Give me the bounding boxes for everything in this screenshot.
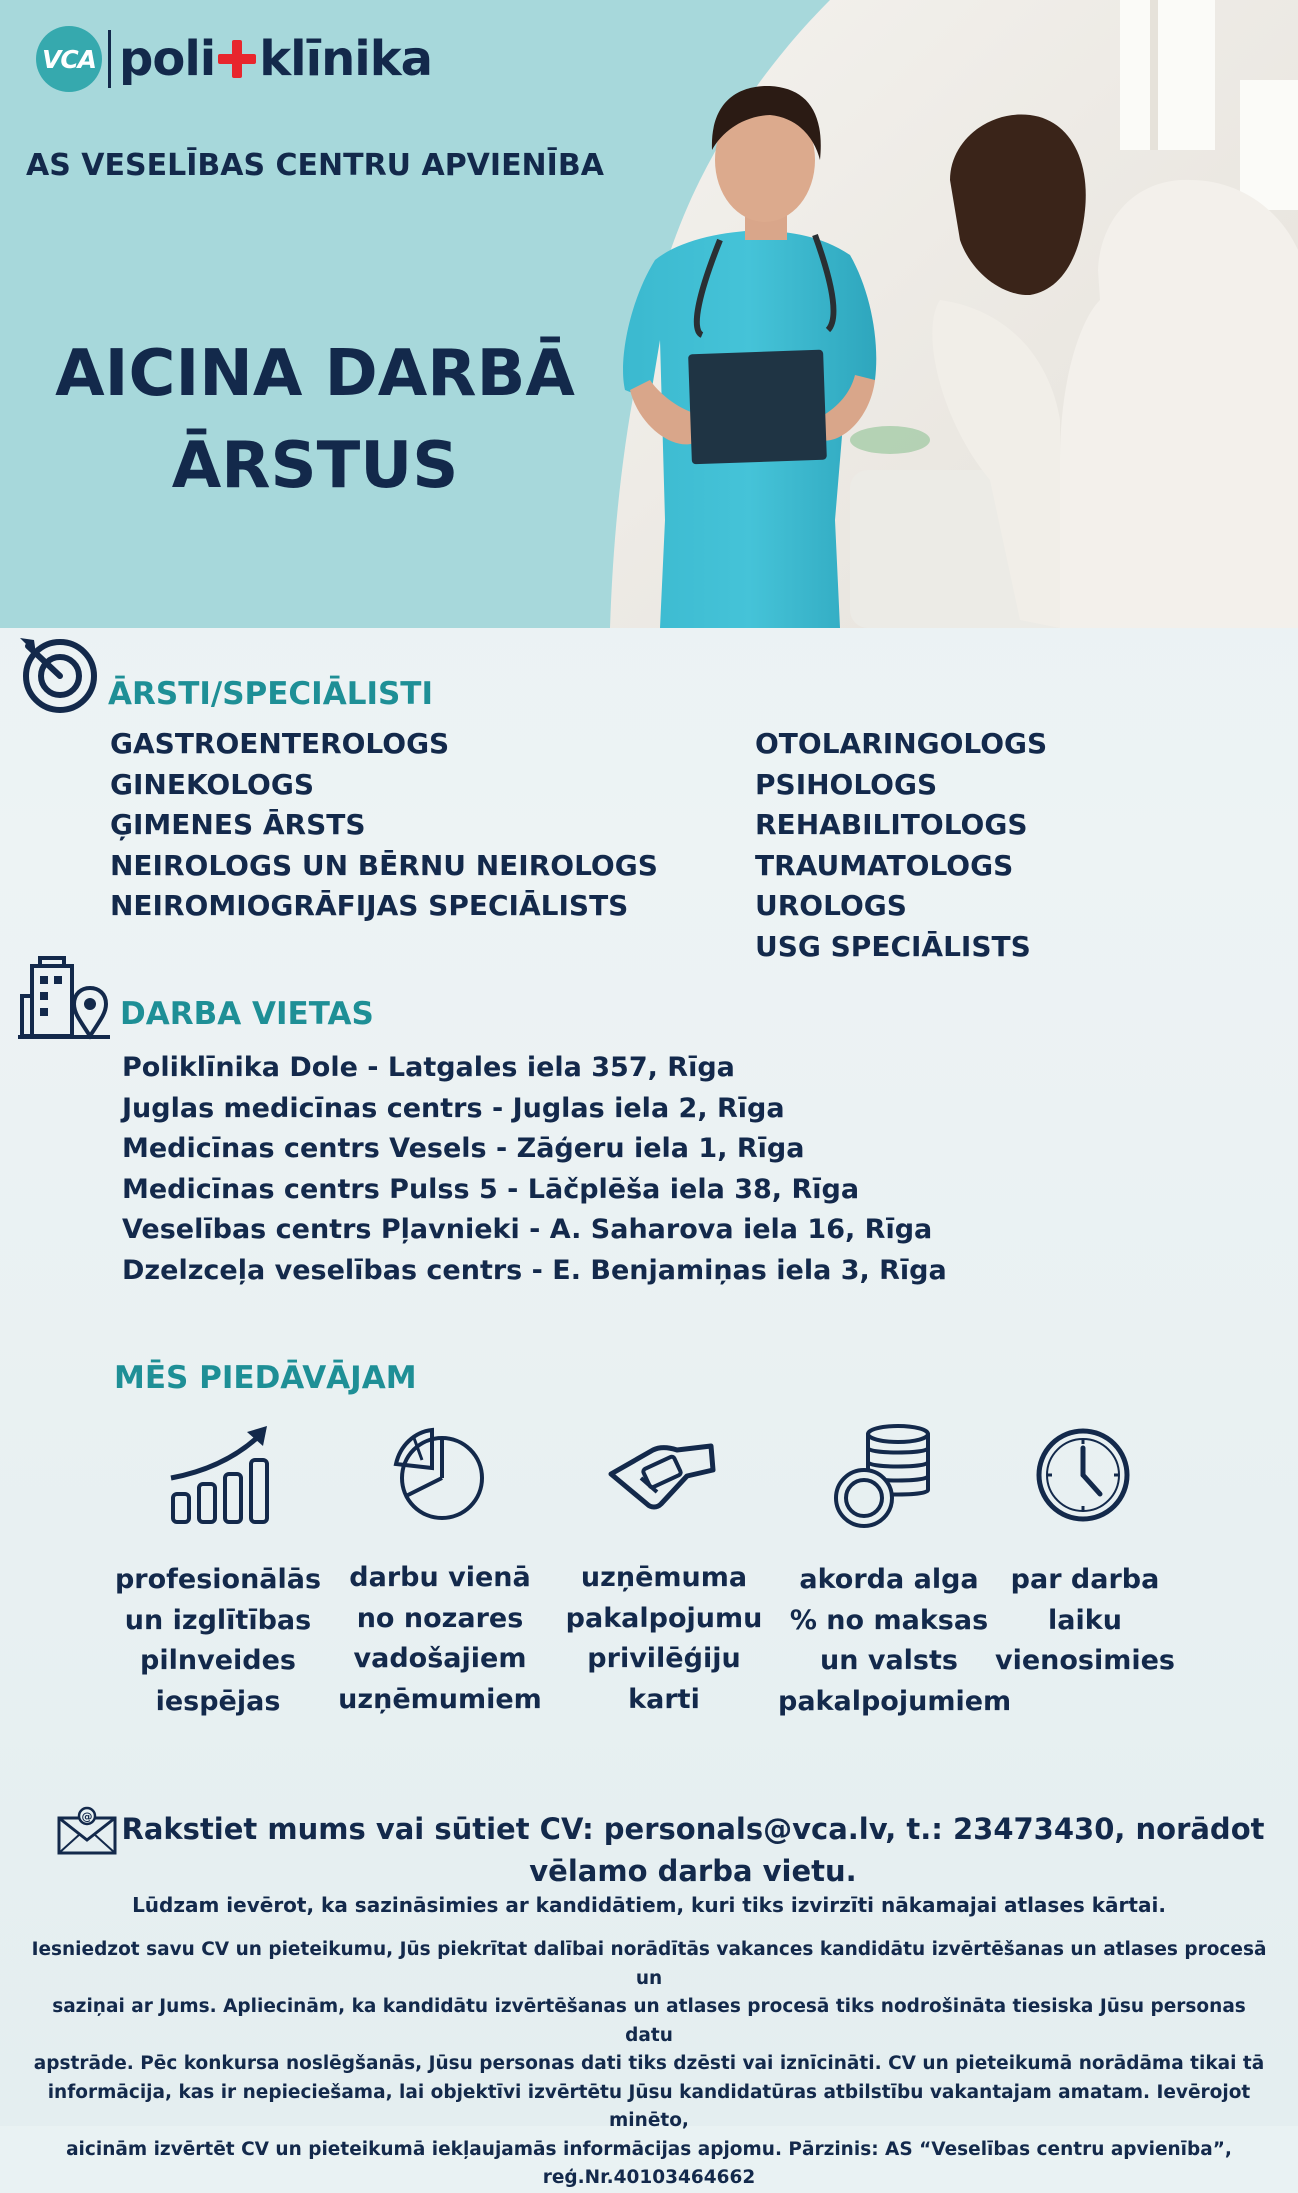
offer-line: pakalpojumu (565, 1602, 763, 1634)
page-headline (30, 328, 600, 512)
specialists-title: ĀRSTI/SPECIĀLISTI (108, 676, 433, 712)
specialists-list-left (110, 724, 658, 927)
location-item: Dzelzceļa veselības centrs - E. Benjamiņas iela 3, Rīga (122, 1254, 947, 1286)
legal-line: reģ.Nr.40103464662 (542, 2167, 756, 2188)
offer-line: laiku (1048, 1604, 1122, 1636)
offer-icon-slot-2 (334, 1420, 544, 1530)
logo-brand-right: klīnika (259, 31, 433, 87)
offer-line: un valsts (820, 1645, 958, 1676)
email-icon (56, 1806, 118, 1856)
target-icon (14, 636, 100, 716)
growth-chart-icon (163, 1420, 283, 1530)
specialist-item: ĢIMENES ĀRSTS (110, 808, 366, 842)
offer-line: par darba (1010, 1564, 1160, 1595)
offer-icon-slot-4 (780, 1420, 990, 1530)
location-item: Poliklīnika Dole - Latgales iela 357, Rīga (122, 1052, 735, 1083)
header-photo (0, 0, 1298, 628)
specialists-list-right (755, 724, 1047, 968)
offer-text-1 (108, 1560, 328, 1722)
offer-line: % no maksas (789, 1604, 989, 1636)
svg-text:@: @ (81, 1810, 93, 1823)
offer-line: vadošajiem (353, 1643, 527, 1674)
offer-line: profesionālās (114, 1564, 322, 1595)
specialist-item: GINEKOLOGS (110, 767, 314, 801)
location-item: Veselības centrs Pļavnieki - A. Saharova iela 16, Rīga (122, 1214, 933, 1246)
location-item: Medicīnas centrs Vesels - Zāģeru iela 1, Rīga (122, 1133, 805, 1165)
logo-wordmark (119, 31, 432, 87)
logo-brand-left: poli (119, 31, 216, 87)
card-hand-icon (601, 1420, 721, 1530)
legal-line: saziņai ar Jums. Apliecinām, ka kandidātu izvērtēšanas un atlases procesā tiks nodrošināta tiesiska Jūsu personas datu (52, 1996, 1246, 2046)
specialist-item: PSIHOLOGS (755, 767, 938, 801)
coins-icon (830, 1420, 940, 1530)
offer-line: akorda alga (799, 1564, 979, 1595)
offer-line: un izglītības (124, 1604, 312, 1636)
specialist-item: OTOLARINGOLOGS (755, 727, 1048, 760)
logo (36, 24, 432, 94)
offer-line: privilēģiju (587, 1643, 741, 1674)
offer-line: uzņēmuma (580, 1562, 748, 1593)
location-item: Juglas medicīnas centrs - Juglas iela 2, Rīga (122, 1092, 785, 1124)
building-location-icon (18, 954, 110, 1040)
legal-line: informācija, kas ir nepieciešama, lai objektīvi izvērtētu Jūsu kandidatūras atbilstību vakantajam amatam. Ievērojot minēto, (47, 2081, 1251, 2131)
legal-line: aicinām izvērtēt CV un pieteikumā iekļaujamās informācijas apjomu. Pārzinis: AS “Veselības centru apvienība”, (66, 2138, 1232, 2160)
headline-line-1: AICINA DARBĀ (55, 337, 575, 411)
offer-icon-slot-5 (978, 1420, 1188, 1530)
offer-line: pakalpojumiem (778, 1685, 1012, 1717)
locations-list (122, 1048, 947, 1292)
selection-notice: Lūdzam ievērot, ka sazināsimies ar kandidātiem, kuri tiks izvirzīti nākamajai atlases kārtai. (132, 1893, 1166, 1917)
legal-line: Iesniedzot savu CV un pieteikumu, Jūs piekrītat dalībai norādītās vakances kandidātu izvērtēšanas un atlases procesā un (31, 1939, 1267, 1989)
specialist-item: USG SPECIĀLISTS (755, 929, 1031, 963)
specialist-item: GASTROENTEROLOGS (110, 727, 450, 760)
offer-line: darbu vienā (349, 1562, 531, 1593)
legal-line: apstrāde. Pēc konkursa noslēgšanās, Jūsu personas dati tiks dzēsti vai iznīcināti. CV un pieteikumā norādāma tikai tā (33, 2053, 1265, 2074)
offer-line: pilnveides (140, 1645, 296, 1676)
header-banner (0, 0, 1298, 628)
contact-info: Rakstiet mums vai sūtiet CV: personals@vca.lv, t.: 23473430, norādot vēlamo darba vietu. (121, 1812, 1265, 1888)
offer-line: vienosimies (994, 1645, 1176, 1676)
location-item: Medicīnas centrs Pulss 5 - Lāčplēša iela 38, Rīga (122, 1173, 860, 1205)
specialist-item: TRAUMATOLOGS (755, 848, 1014, 882)
red-cross-icon (218, 40, 256, 78)
legal-disclaimer (30, 1936, 1268, 2193)
offers-title: MĒS PIEDĀVĀJAM (114, 1360, 417, 1396)
offer-line: iespējas (155, 1685, 281, 1717)
clock-icon (1028, 1420, 1138, 1530)
headline-line-2: ĀRSTUS (171, 429, 459, 503)
specialist-item: NEIROMIOGRĀFIJAS SPECIĀLISTS (110, 889, 629, 923)
offer-icon-slot-1 (118, 1420, 328, 1530)
logo-divider (108, 30, 111, 88)
offer-text-5 (974, 1560, 1196, 1682)
offer-text-4 (778, 1560, 1012, 1722)
offer-text-2 (330, 1558, 550, 1720)
offer-icon-slot-3 (556, 1420, 766, 1530)
company-name: AS VESELĪBAS CENTRU APVIENĪBA (26, 148, 604, 183)
vca-logo-mark: VCA (36, 26, 102, 92)
offer-line: no nozares (356, 1602, 524, 1634)
specialist-item: UROLOGS (755, 889, 907, 923)
locations-title: DARBA VIETAS (120, 996, 374, 1032)
offer-line: uzņēmumiem (338, 1683, 542, 1715)
specialist-item: REHABILITOLOGS (755, 808, 1028, 842)
offer-text-3 (554, 1558, 774, 1720)
pie-chart-icon (384, 1420, 494, 1530)
specialist-item: NEIROLOGS UN BĒRNU NEIROLOGS (110, 848, 658, 882)
offer-line: karti (628, 1683, 700, 1715)
